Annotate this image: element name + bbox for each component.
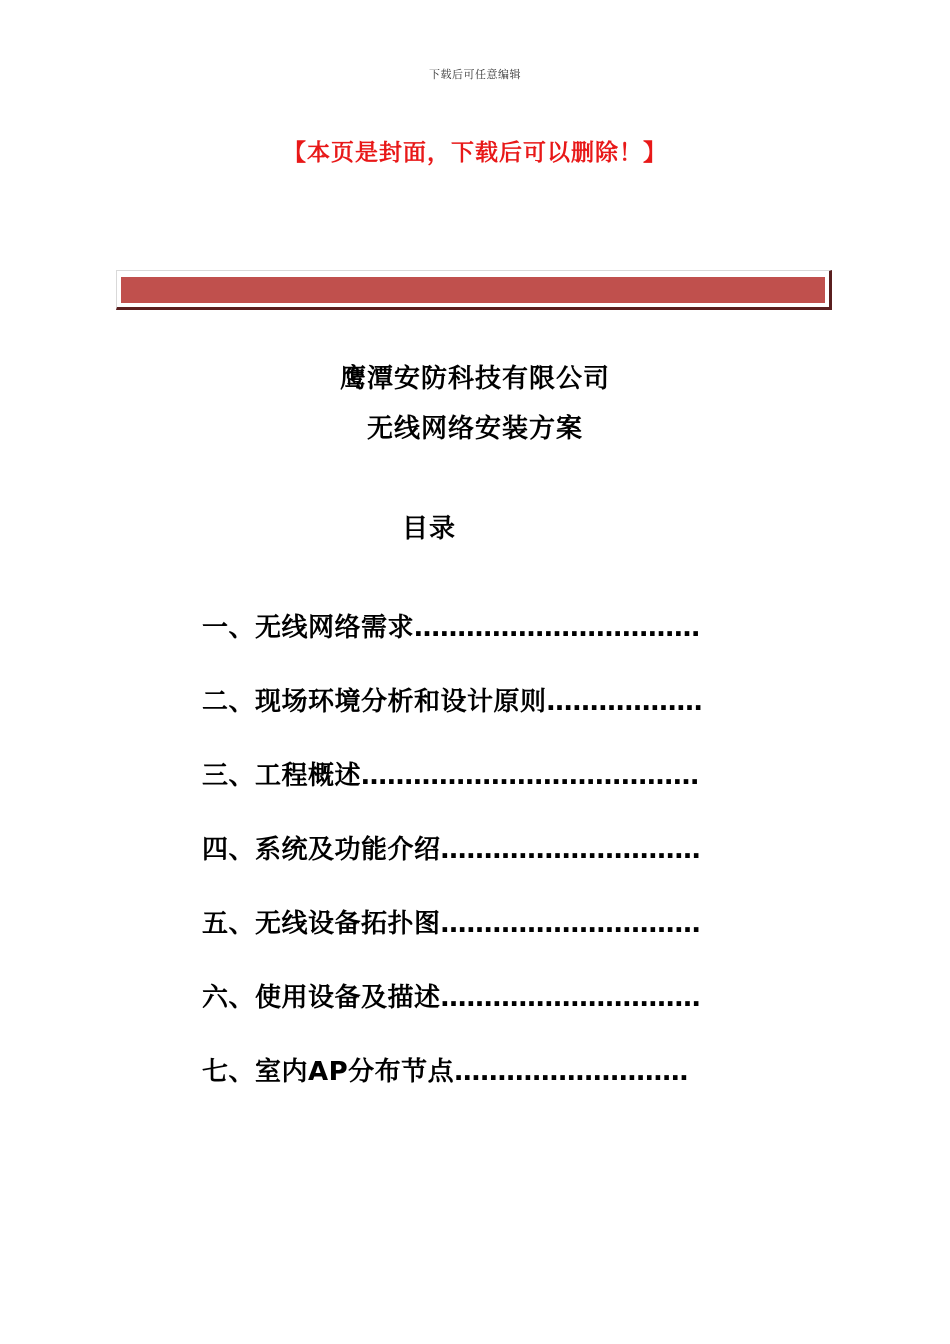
toc-heading: 目录 bbox=[402, 514, 457, 544]
cover-notice: 【本页是封面，下载后可以删除！】 bbox=[283, 140, 667, 166]
toc-dot-leader: ……………………… bbox=[454, 1057, 689, 1087]
toc-item-label: 七、室内AP分布节点 bbox=[202, 1057, 455, 1087]
table-of-contents bbox=[202, 604, 762, 1122]
toc-item-label: 五、无线设备拓扑图 bbox=[202, 909, 441, 939]
toc-item-3[interactable] bbox=[202, 752, 762, 826]
document-title: 无线网络安装方案 bbox=[366, 414, 583, 444]
toc-dot-leader: ………………………………… bbox=[361, 761, 700, 791]
toc-item-6[interactable] bbox=[202, 974, 762, 1048]
toc-item-label: 二、现场环境分析和设计原则 bbox=[202, 687, 547, 717]
company-name: 鹰潭安防科技有限公司 bbox=[339, 364, 610, 394]
toc-dot-leader: ………………………… bbox=[440, 835, 701, 865]
toc-dot-leader: ………………………… bbox=[440, 909, 701, 939]
toc-item-1[interactable] bbox=[202, 604, 762, 678]
toc-item-label: 六、使用设备及描述 bbox=[202, 983, 441, 1013]
banner-bar bbox=[121, 277, 825, 303]
toc-dot-leader: …………………………… bbox=[414, 613, 701, 643]
toc-dot-leader: ………………………… bbox=[440, 983, 701, 1013]
toc-item-2[interactable] bbox=[202, 678, 762, 752]
toc-dot-leader: ……………… bbox=[546, 687, 703, 717]
toc-item-7[interactable] bbox=[202, 1048, 762, 1122]
toc-item-label: 四、系统及功能介绍 bbox=[202, 835, 441, 865]
toc-item-5[interactable] bbox=[202, 900, 762, 974]
decorative-banner bbox=[116, 270, 832, 310]
toc-item-4[interactable] bbox=[202, 826, 762, 900]
toc-item-label: 三、工程概述 bbox=[202, 761, 362, 791]
toc-item-label: 一、无线网络需求 bbox=[202, 613, 415, 643]
header-note: 下载后可任意编辑 bbox=[429, 68, 521, 81]
